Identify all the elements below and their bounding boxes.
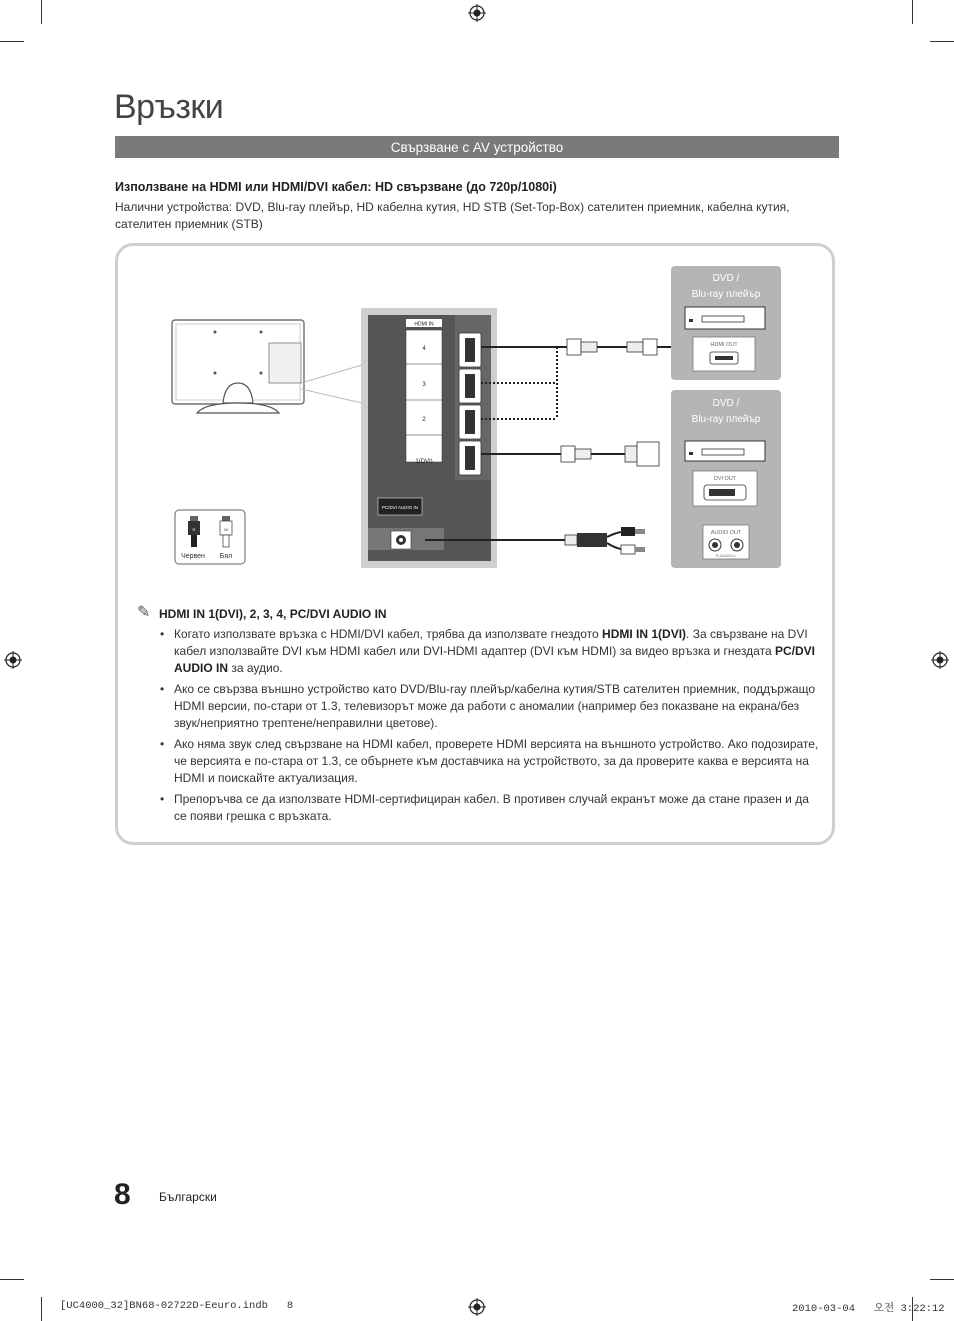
language-label: Български <box>159 1190 217 1204</box>
device-dvd-bluray-hdmi <box>671 266 781 380</box>
tv-side-panel <box>361 308 497 568</box>
crop-mark <box>0 1279 24 1280</box>
pc-dvi-audio-label: PC/DVI AUDIO IN <box>381 505 419 510</box>
dvi-hdmi-cable <box>481 442 659 466</box>
registration-mark-icon <box>468 1298 486 1316</box>
intro-text: Налични устройства: DVD, Blu-ray плейър, HD кабелна кутия, HD STB (Set-Top-Box) сателитен приемник, кабелна кутия, сателитен приемник (STB) <box>115 200 790 231</box>
red-plug-mark: R <box>192 527 196 532</box>
bullet-item: • Ако няма звук след свързване на HDMI кабел, проверете HDMI версията на външното устройство. Ако подозирате, че версията е по-стара от 1.3, се обърнете към доставчика на устройството, за да проверите каква е версията на HDMI и поискайте актуализация. <box>160 736 820 787</box>
white-plug-mark: W <box>224 527 228 532</box>
tv-rear-illustration <box>172 320 362 413</box>
bullet-item: • Ако се свързва външно устройство като DVD/Blu-ray плейър/кабелна кутия/STB сателитен приемник, поддържащо HDMI версии, по-стари от 1.3, телевизорът може да работи с аномалии (например без показване на екрана/без звук/неприятно трептене/неправилни цветове). <box>160 681 820 732</box>
hdmi-in-label: HDMI IN <box>414 321 434 328</box>
print-timestamp: 2010-03-04 오전 3:22:12 <box>792 1303 945 1315</box>
hdmi-cable <box>481 339 671 419</box>
registration-mark-icon <box>931 651 949 669</box>
dvi-out-label: DVI OUT <box>713 476 737 482</box>
note-bullets <box>160 626 820 829</box>
crop-mark <box>912 0 913 24</box>
audio-sub-label: R-AUDIO-L <box>715 553 737 558</box>
device-dvd-bluray-dvi <box>671 390 781 568</box>
registration-mark-icon <box>468 4 486 22</box>
hdmi-port-3: 3 <box>422 382 426 388</box>
device2-label: DVD / Blu-ray плейър <box>691 398 761 425</box>
crop-mark <box>930 1279 954 1280</box>
crop-mark <box>0 41 24 42</box>
audio-plug-legend <box>175 510 245 564</box>
white-plug-label: Бял <box>219 553 233 560</box>
bullet-item: • Препоръчва се да използвате HDMI-сертифициран кабел. В противен случай екранът може да стане празен и да се появи грешка с връзката. <box>160 791 820 825</box>
registration-mark-icon <box>4 651 22 669</box>
crop-mark <box>41 1297 42 1321</box>
hdmi-port-4: 4 <box>422 346 426 352</box>
audio-out-label: AUDIO OUT <box>710 530 742 536</box>
page-number: 8 <box>114 1178 131 1211</box>
hdmi-port-1: 1(DVI) <box>415 459 433 465</box>
note-title: HDMI IN 1(DVI), 2, 3, 4, PC/DVI AUDIO IN <box>159 607 387 621</box>
device1-label: DVD / Blu-ray плейър <box>691 273 761 300</box>
red-plug-label: Червен <box>181 553 205 560</box>
bullet-item: • Когато използвате връзка с HDMI/DVI кабел, трябва да използвате гнездото HDMI IN 1(DVI). За свързване на DVI кабел използвайте DVI към HDMI кабел или DVI-HDMI адаптер (DVI към HDMI) за видео връзка и гнездата PC/DVI AUDIO IN за аудио. <box>160 626 820 677</box>
note-pencil-icon: ✎ <box>137 604 151 621</box>
section-bar: Свързване с AV устройство <box>115 136 839 158</box>
crop-mark <box>41 0 42 24</box>
hdmi-port-2: 2 <box>422 417 426 423</box>
hdmi-out-label: HDMI OUT <box>710 342 738 348</box>
print-file-info: [UC4000_32]BN68-02722D-Eeuro.indb 8 <box>60 1300 294 1312</box>
page-title: Връзки <box>114 88 224 126</box>
connection-diagram <box>115 243 835 583</box>
subheading: Използване на HDMI или HDMI/DVI кабел: HD свързване (до 720p/1080i) <box>115 180 557 194</box>
crop-mark <box>930 41 954 42</box>
